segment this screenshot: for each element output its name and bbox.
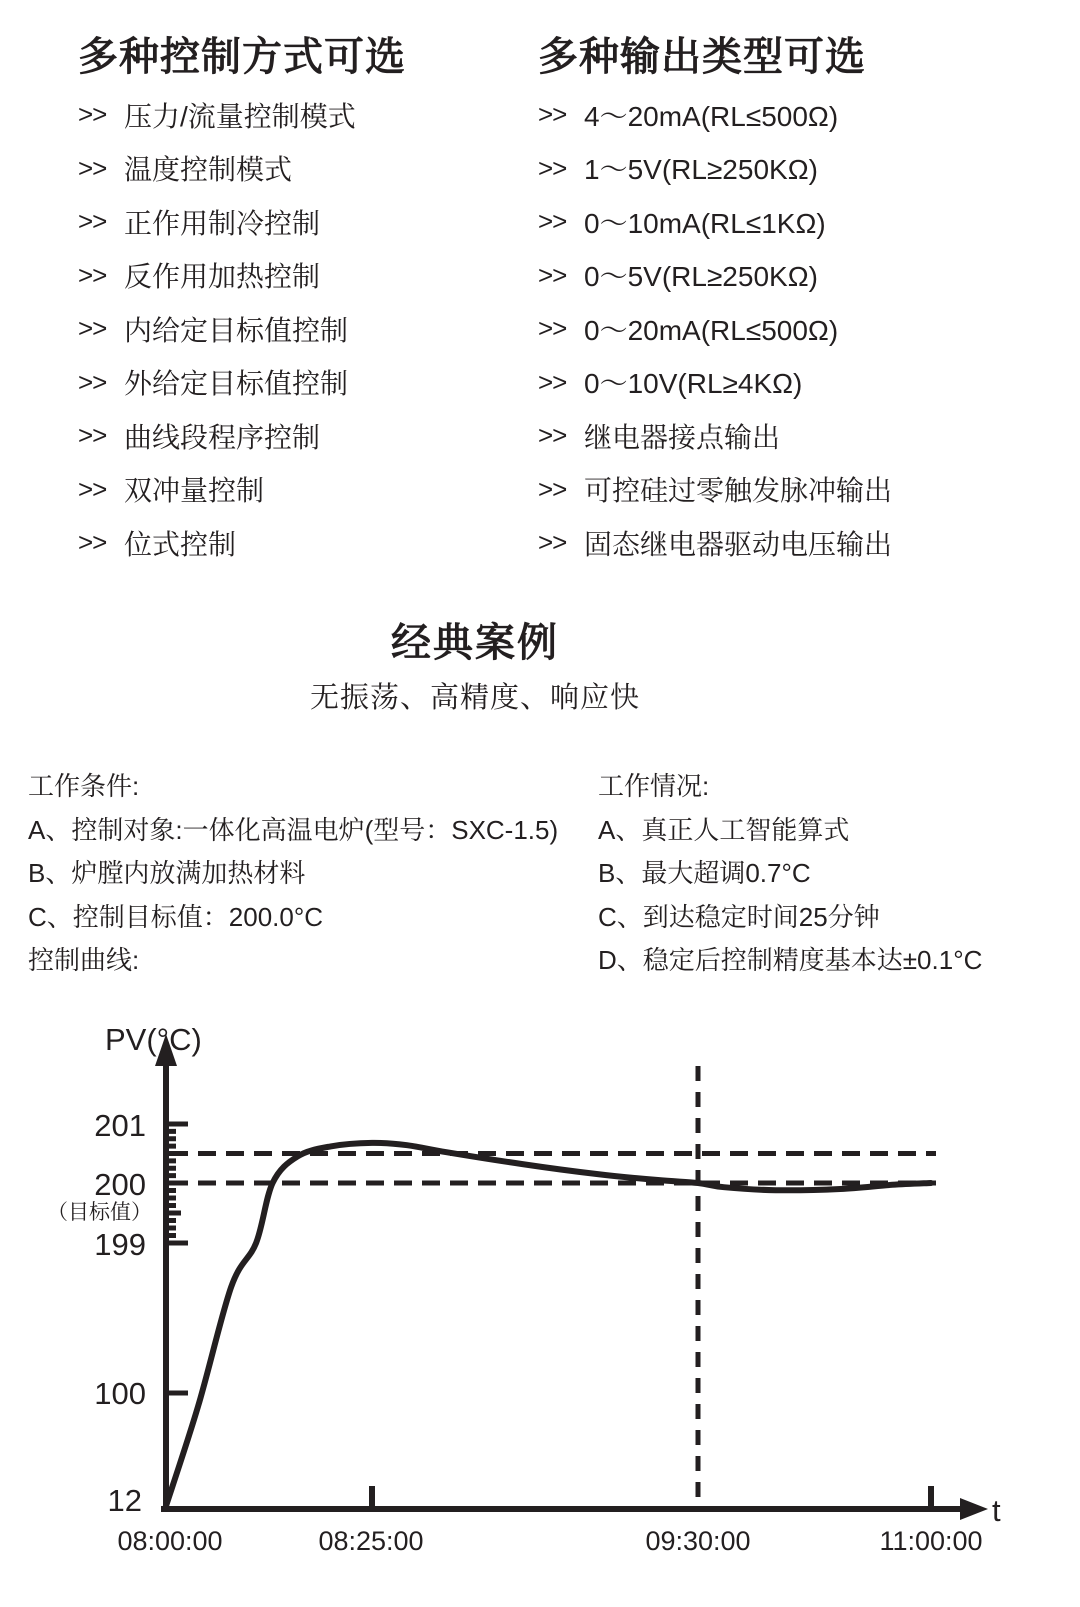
- list-item: [538, 195, 892, 249]
- control-methods-list: [78, 88, 406, 570]
- output-types-list: [538, 88, 892, 570]
- list-item: [538, 463, 892, 517]
- list-item: [78, 195, 406, 249]
- list-item: [538, 249, 892, 303]
- chevron-bullet-icon: >>: [538, 152, 567, 183]
- chevron-bullet-icon: >>: [78, 259, 107, 290]
- x-tick-label: 09:30:00: [645, 1526, 751, 1556]
- chevron-bullet-icon: >>: [538, 473, 567, 504]
- chevron-bullet-icon: >>: [538, 99, 567, 130]
- target-value-note: （目标值）: [47, 1201, 152, 1224]
- condition-line: C、控制目标值：200.0°C: [28, 901, 324, 932]
- y-tick-label: 201: [94, 1108, 146, 1143]
- control-methods-title: 多种控制方式可选: [78, 35, 406, 79]
- pv-curve-line: [165, 1143, 931, 1509]
- classic-case-subtitle: 无振荡、高精度、响应快: [309, 682, 640, 714]
- result-line: A、真正人工智能算式: [598, 814, 850, 845]
- chevron-bullet-icon: >>: [78, 527, 107, 558]
- list-item-label: 双冲量控制: [124, 475, 265, 507]
- y-tick-label: 12: [107, 1483, 142, 1518]
- control-curve-chart: [0, 990, 1080, 1607]
- condition-line: B、炉膛内放满加热材料: [28, 858, 306, 888]
- x-axis-label: t: [992, 1493, 1001, 1528]
- x-tick-label: 08:00:00: [117, 1526, 223, 1556]
- list-item-label: 压力/流量控制模式: [124, 100, 356, 132]
- work-results-title: 工作情况:: [598, 771, 710, 801]
- list-item-label: 0～10mA(RL≤1KΩ): [584, 207, 826, 239]
- chevron-bullet-icon: >>: [78, 313, 107, 344]
- y-tick-label: 200: [94, 1167, 146, 1202]
- chevron-bullet-icon: >>: [538, 366, 567, 397]
- chevron-bullet-icon: >>: [538, 259, 567, 290]
- y-tick-label: 199: [94, 1227, 146, 1262]
- list-item-label: 可控硅过零触发脉冲输出: [584, 475, 893, 507]
- classic-case-title: 经典案例: [391, 621, 559, 665]
- list-item: [538, 88, 892, 142]
- output-types-section: [538, 34, 892, 570]
- work-results-block: [598, 765, 982, 983]
- list-item: [538, 356, 892, 410]
- condition-line: A、控制对象:一体化高温电炉(型号：SXC-1.5): [28, 814, 559, 845]
- x-tick-label: 11:00:00: [879, 1526, 983, 1556]
- pv-time-chart: [0, 990, 1080, 1607]
- chevron-bullet-icon: >>: [538, 527, 567, 558]
- chevron-bullet-icon: >>: [538, 313, 567, 344]
- result-line: B、最大超调0.7°C: [598, 858, 811, 888]
- chevron-bullet-icon: >>: [78, 152, 107, 183]
- list-item: [78, 88, 406, 142]
- list-item: [78, 356, 406, 410]
- list-item: [78, 249, 406, 303]
- result-line: D、稳定后控制精度基本达±0.1°C: [598, 945, 983, 975]
- control-methods-section: [78, 34, 406, 570]
- list-item-label: 继电器接点输出: [584, 421, 781, 453]
- output-types-title: 多种输出类型可选: [538, 35, 866, 79]
- y-axis-label: PV(°C): [105, 1022, 202, 1057]
- control-curve-label: 控制曲线:: [28, 945, 140, 975]
- list-item-label: 位式控制: [124, 528, 237, 560]
- list-item: [78, 142, 406, 196]
- list-item: [78, 463, 406, 517]
- list-item-label: 温度控制模式: [124, 154, 293, 186]
- classic-case-section: [0, 620, 950, 718]
- work-conditions-block: [28, 765, 558, 983]
- y-tick-label: 100: [94, 1376, 146, 1411]
- list-item: [538, 142, 892, 196]
- x-tick-label: 08:25:00: [318, 1526, 424, 1556]
- list-item-label: 4～20mA(RL≤500Ω): [584, 100, 839, 132]
- list-item: [538, 516, 892, 570]
- list-item-label: 0～5V(RL≥250KΩ): [584, 261, 818, 293]
- list-item-label: 0～10V(RL≥4KΩ): [584, 368, 803, 400]
- chevron-bullet-icon: >>: [78, 366, 107, 397]
- list-item-label: 反作用加热控制: [124, 261, 321, 293]
- list-item: [78, 302, 406, 356]
- list-item: [538, 409, 892, 463]
- chevron-bullet-icon: >>: [78, 99, 107, 130]
- result-line: C、到达稳定时间25分钟: [598, 901, 880, 932]
- list-item-label: 0～20mA(RL≤500Ω): [584, 314, 839, 346]
- chevron-bullet-icon: >>: [78, 420, 107, 451]
- list-item-label: 内给定目标值控制: [124, 314, 349, 346]
- work-conditions-title: 工作条件:: [28, 771, 140, 801]
- list-item-label: 外给定目标值控制: [124, 368, 349, 400]
- chevron-bullet-icon: >>: [538, 420, 567, 451]
- list-item-label: 曲线段程序控制: [124, 421, 321, 453]
- x-axis-arrow-icon: [960, 1498, 988, 1520]
- chevron-bullet-icon: >>: [78, 473, 107, 504]
- chevron-bullet-icon: >>: [78, 206, 107, 237]
- list-item: [78, 516, 406, 570]
- list-item: [538, 302, 892, 356]
- list-item-label: 正作用制冷控制: [124, 207, 321, 239]
- list-item-label: 固态继电器驱动电压输出: [584, 528, 893, 560]
- chevron-bullet-icon: >>: [538, 206, 567, 237]
- list-item: [78, 409, 406, 463]
- chart-reference-lines-and-ticks: [166, 1066, 936, 1509]
- list-item-label: 1～5V(RL≥250KΩ): [584, 154, 818, 186]
